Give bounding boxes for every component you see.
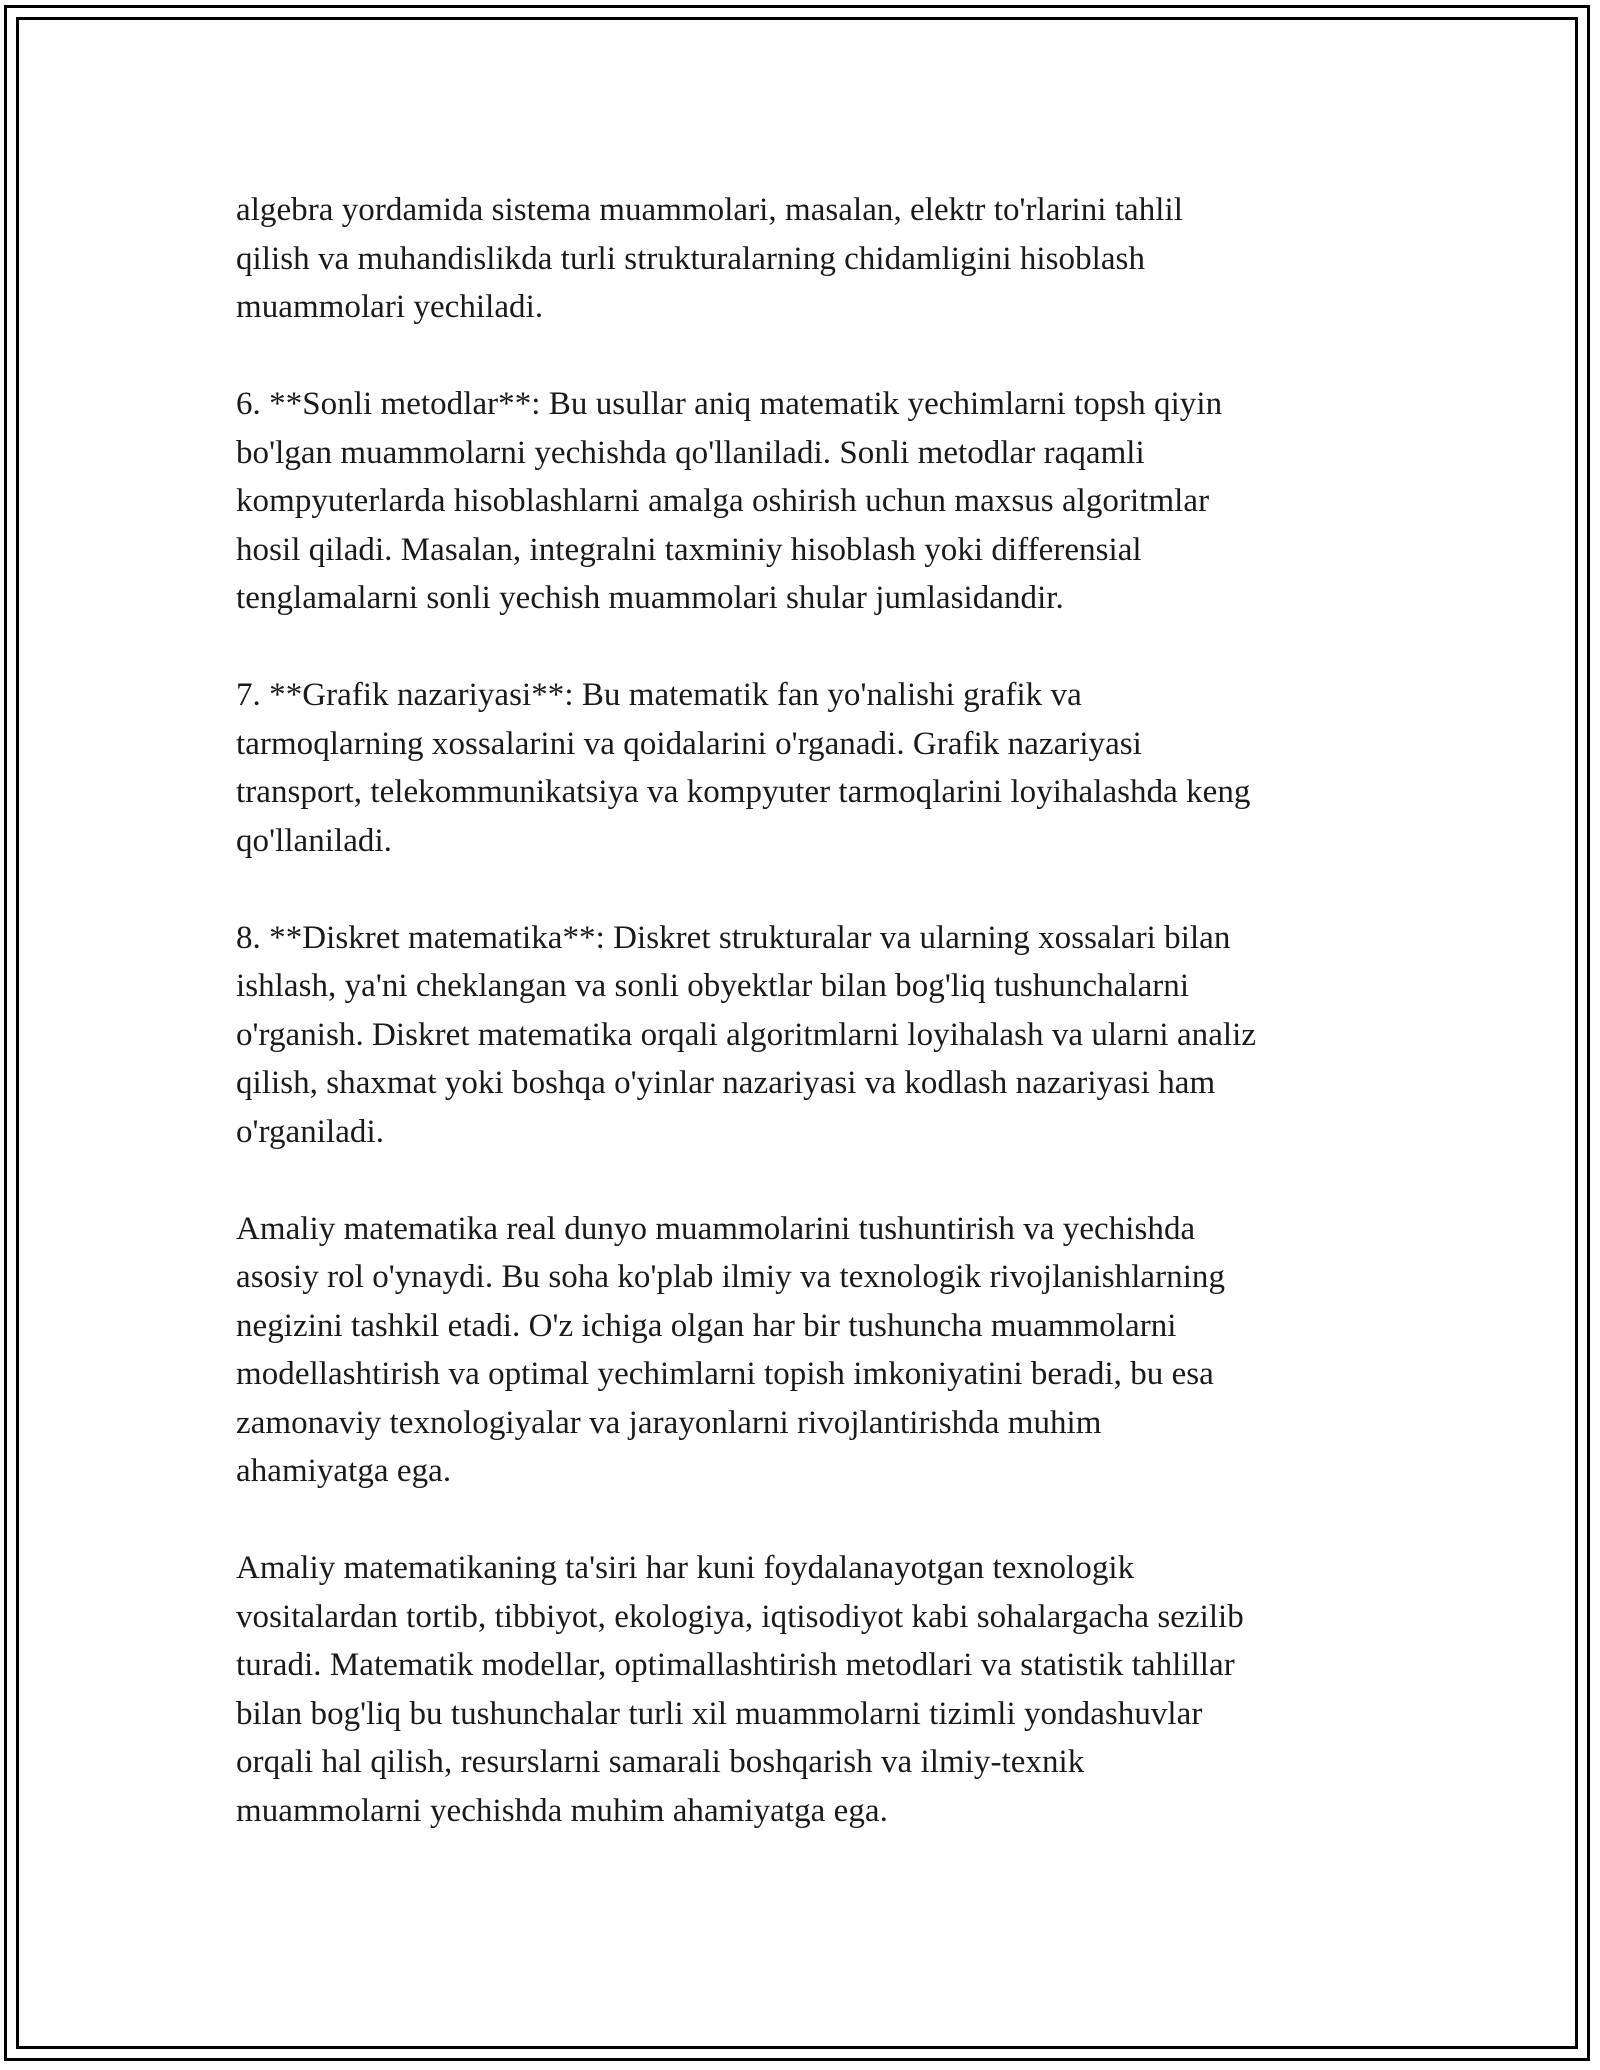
paragraph-amaliy-matematika: Amaliy matematika real dunyo muammolarini tushuntirish va yechishda asosiy rol o'ynaydi. Bu soha ko'plab ilmiy va texnologik rivojlanishlarning negizini tashkil etadi. O'z ichiga olgan har bir tushuncha muammolarni modellashtirish va optimal yechimlarni topish imkoniyatini beradi, bu esa zamonaviy texnologiyalar va jarayonlarni rivojlantirishda muhim ahamiyatga ega. bbox=[236, 1210, 1226, 1489]
paragraph-amaliy-matematikaning-tasiri: Amaliy matematikaning ta'siri har kuni foydalanayotgan texnologik vositalardan tortib, tibbiyot, ekologiya, iqtisodiyot kabi sohalargacha sezilib turadi. Matematik modellar, optimallashtirish metodlari va statistik tahlillar bilan bog'liq bu tushunchalar turli xil muammolarni tizimli yondashuvlar orqali hal qilish, resurslarni samarali boshqarish va ilmiy-texnik muammolarni yechishda muhim ahamiyatga ega. bbox=[236, 1550, 1244, 1829]
paragraph-sonli-metodlar: 6. **Sonli metodlar**: Bu usullar aniq matematik yechimlarni topsh qiyin bo'lgan muammolarni yechishda qo'llaniladi. Sonli metodlar raqamli kompyuterlarda hisoblashlarni amalga oshirish uchun maxsus algoritmlar hosil qiladi. Masalan, integralni taxminiy hisoblash yoki differensial tenglamalarni sonli yechish muammolari shular jumlasidandir. bbox=[236, 386, 1223, 616]
document-body bbox=[236, 186, 1376, 1835]
paragraph-continuation: algebra yordamida sistema muammolari, masalan, elektr to'rlarini tahlil qilish va muhandislikda turli strukturalarning chidamligini hisoblash muammolari yechiladi. bbox=[236, 192, 1183, 325]
paragraph-diskret-matematika: 8. **Diskret matematika**: Diskret strukturalar va ularning xossalari bilan ishlash, ya'ni cheklangan va sonli obyektlar bilan bog'liq tushunchalarni o'rganish. Diskret matematika orqali algoritmlarni loyihalash va ularni analiz qilish, shaxmat yoki boshqa o'yinlar nazariyasi va kodlash nazariyasi ham o'rganiladi. bbox=[236, 919, 1257, 1150]
paragraph-grafik-nazariyasi: 7. **Grafik nazariyasi**: Bu matematik fan yo'nalishi grafik va tarmoqlarning xossalarini va qoidalarini o'rganadi. Grafik nazariyasi transport, telekommunikatsiya va kompyuter tarmoqlarini loyihalashda keng qo'llaniladi. bbox=[236, 677, 1251, 859]
